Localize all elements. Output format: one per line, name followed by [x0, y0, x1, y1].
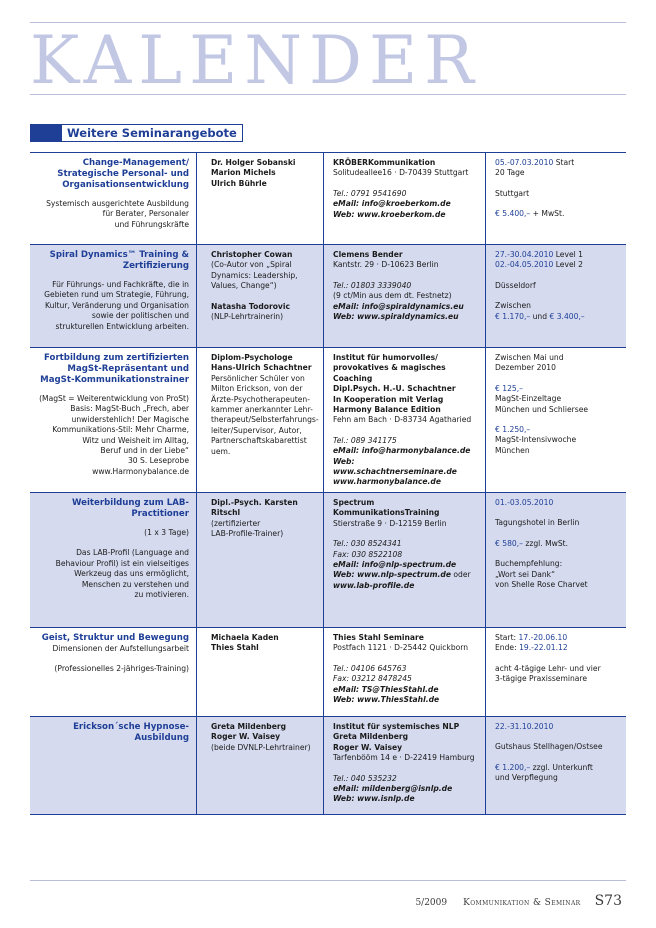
seminar-date: 19.-22.01.12 [519, 643, 568, 653]
website-join: oder [450, 570, 471, 580]
date-label: Level 1 [553, 250, 584, 259]
seminar-location: Düsseldorf [495, 280, 536, 290]
seminar-desc: Beruf und in der Liebe“ [100, 446, 189, 456]
seminar-desc: Gebieten rund um Strategie, Führung, [44, 290, 189, 300]
trainer-note: Partnerschaftskabarettist [211, 436, 307, 446]
trainer-note: Ärzte-Psychotherapeuten- [211, 394, 310, 404]
price-note: zzgl. MwSt. [522, 538, 569, 548]
organizer-email[interactable]: eMail: info@kroeberkom.de [333, 199, 451, 209]
trainer-cell [197, 348, 324, 492]
trainer-note: Values, Change“) [211, 281, 277, 291]
organizer-phone: Tel.: 089 341175 [333, 435, 397, 445]
seminar-title-cell [30, 348, 197, 492]
seminar-desc: Menschen zu verstehen und [81, 579, 189, 589]
seminar-desc: 30 S. Leseprobe [127, 456, 189, 466]
organizer-name: KRÖBERKommunikation [333, 158, 436, 167]
seminar-title: Change-Management/ Strategische Personal- und Organisationsentwicklung [57, 158, 189, 190]
seminar-date: 22.-31.10.2010 [495, 722, 554, 731]
price-note: MagSt-Einzeltage [495, 394, 562, 404]
organizer-phone: Tel.: 01803 3339040 [333, 280, 412, 290]
organizer-address: Solitudeallee16 · D-70439 Stuttgart [333, 168, 469, 178]
seminar-desc: für Berater, Personaler [102, 209, 189, 219]
organizer-website[interactable]: Web: www.kroeberkom.de [333, 209, 446, 219]
organizer-website[interactable]: www.lab-profile.de [333, 580, 415, 590]
organizer-website[interactable]: Web: www.ThiesStahl.de [333, 695, 440, 705]
seminar-price: € 1.200,– [495, 762, 531, 772]
seminar-desc: Witz und Weisheit im Alltag, [82, 435, 189, 445]
organizer-address: Kantstr. 29 · D-10623 Berlin [333, 260, 439, 270]
organizer-name: Thies Stahl Seminare [333, 633, 424, 642]
organizer-email[interactable]: eMail: info@nlp-spectrum.de [333, 560, 457, 570]
seminar-date: Zwischen Mai und [495, 353, 564, 362]
footer-rule [30, 880, 626, 881]
seminar-title: Geist, Struktur und Bewegung [41, 633, 189, 643]
issue-number: 5/2009 [415, 898, 448, 908]
seminar-title-cell [30, 245, 197, 347]
organizer-name: Dipl.Psych. H.-U. Schachtner [333, 384, 456, 394]
section-title: Weitere Seminarangebote [62, 124, 243, 142]
organizer-website[interactable]: www.harmonybalance.de [333, 477, 442, 487]
organizer-cell [324, 153, 486, 244]
seminar-title: Weiterbildung zum LAB-Practitioner [71, 498, 189, 519]
masthead-rule [30, 94, 626, 95]
trainer-cell [197, 245, 324, 347]
trainer-name: Thies Stahl [211, 643, 259, 653]
organizer-address: Postfach 1121 · D-25442 Quickborn [333, 643, 469, 653]
seminar-date: 02.-04.05.2010 [495, 260, 554, 270]
seminar-title-cell [30, 153, 197, 244]
seminar-desc: www.Harmonybalance.de [92, 466, 189, 476]
seminar-price: € 1.250,– [495, 425, 531, 435]
seminar-price: € 1.170,– [495, 311, 531, 321]
seminar-title: Erickson´sche Hypnose-Ausbildung [73, 722, 189, 743]
date-price-cell [486, 493, 626, 627]
seminar-location: Tagungshotel in Berlin [495, 518, 580, 528]
organizer-name: Greta Mildenberg [333, 732, 409, 742]
organizer-cell [324, 245, 486, 347]
trainer-cell [197, 628, 324, 716]
seminar-location: Stuttgart [495, 188, 530, 198]
seminar-desc: zu motivieren. [134, 590, 189, 600]
seminar-note: 3-tägige Praxisseminare [495, 674, 588, 684]
organizer-email[interactable]: eMail: mildenberg@isnlp.de [333, 784, 453, 794]
organizer-website[interactable]: Web: www.spiraldynamics.eu [333, 312, 459, 322]
trainer-note: Dynamics: Leadership, [211, 270, 298, 280]
table-row [30, 245, 626, 348]
seminar-subtitle: Dimensionen der Aufstellungsarbeit [52, 644, 189, 653]
trainer-name: Hans-Ulrich Schachtner [211, 363, 312, 373]
table-row [30, 153, 626, 245]
organizer-cell [324, 493, 486, 627]
trainer-note: (zertifizierter [211, 518, 261, 528]
trainer-name: Ulrich Bührle [211, 178, 267, 188]
trainer-note: (NLP-Lehrtrainerin) [211, 312, 284, 322]
table-row [30, 628, 626, 717]
trainer-note: (beide DVNLP-Lehrtrainer) [211, 742, 311, 752]
seminar-desc: (1 x 3 Tage) [144, 528, 189, 537]
seminar-desc: Für Führungs- und Fachkräfte, die in [52, 280, 189, 289]
seminar-desc: sowie der politischen und [91, 311, 189, 321]
seminar-desc: (Professionelles 2-jähriges-Training) [54, 664, 189, 674]
seminar-price: € 580,– [495, 538, 523, 548]
organizer-address: Tarfenbööm 14 e · D-22419 Hamburg [333, 753, 475, 763]
section-marker [30, 124, 62, 142]
price-label: Zwischen [495, 301, 531, 311]
seminar-desc: Basis: MagSt-Buch „Frech, aber [70, 404, 189, 414]
seminar-desc: unwiderstehlich! Der Magische [71, 414, 189, 424]
date-price-cell [486, 348, 626, 492]
phone-note: (9 ct/Min aus dem dt. Festnetz) [333, 291, 452, 301]
seminar-date: 01.-03.05.2010 [495, 498, 554, 507]
organizer-name: Clemens Bender [333, 250, 403, 259]
seminar-note: acht 4-tägige Lehr- und vier [495, 663, 601, 673]
trainer-name: Marion Michels [211, 168, 276, 178]
seminar-title: Spiral Dynamics™ Training & Zertifizierung [49, 250, 189, 271]
book-tip: von Shelle Rose Charvet [495, 580, 588, 590]
seminar-table [30, 152, 626, 815]
trainer-name: Greta Mildenberg [211, 722, 287, 731]
seminar-duration: 20 Tage [495, 168, 525, 178]
organizer-website[interactable]: Web: www.nlp-spectrum.de [333, 570, 451, 580]
organizer-name: Spectrum KommunikationsTraining [333, 498, 440, 518]
price-join: und [530, 311, 550, 321]
table-row [30, 493, 626, 628]
date-label: Start [553, 158, 575, 167]
organizer-fax: Fax: 030 8522108 [333, 549, 403, 559]
book-tip: Buchempfehlung: [495, 559, 563, 569]
seminar-desc: strukturellen Entwicklung arbeiten. [55, 321, 189, 331]
seminar-title-cell [30, 628, 197, 716]
trainer-cell [197, 153, 324, 244]
seminar-desc: Kultur, Veränderung und Organisation [45, 300, 189, 310]
organizer-cell [324, 717, 486, 814]
trainer-note: Persönlicher Schüler von [211, 373, 305, 383]
date-price-cell [486, 628, 626, 716]
organizer-cell [324, 628, 486, 716]
start-label: Start: [495, 633, 519, 642]
organizer-phone: Tel.: 030 8524341 [333, 539, 402, 549]
seminar-date: 17.-20.06.10 [518, 633, 568, 642]
seminar-title-cell [30, 493, 197, 627]
organizer-email[interactable]: eMail: info@spiraldynamics.eu [333, 301, 464, 311]
organizer-name: Roger W. Vaisey [333, 742, 403, 752]
seminar-date: 27.-30.04.2010 [495, 250, 554, 259]
trainer-name: Christopher Cowan [211, 250, 293, 259]
trainer-name: Roger W. Vaisey [211, 732, 281, 742]
price-note: zzgl. Unterkunft [530, 762, 593, 772]
trainer-cell [197, 717, 324, 814]
price-note: München und Schliersee [495, 404, 589, 414]
page-footer [415, 893, 622, 909]
seminar-location: Gutshaus Stellhagen/Ostsee [495, 742, 603, 752]
seminar-desc: (MagSt = Weiterentwicklung von ProSt) [39, 394, 189, 403]
organizer-address: Fehn am Bach · D-83734 Agatharied [333, 415, 472, 425]
page-number: S73 [594, 893, 622, 909]
trainer-note: (Co-Autor von „Spiral [211, 260, 292, 270]
organizer-cell [324, 348, 486, 492]
masthead-title: KALENDER [30, 22, 481, 99]
organizer-email[interactable]: eMail: info@harmonybalance.de [333, 446, 471, 456]
organizer-website[interactable]: Web: www.schachtnerseminare.de [333, 456, 457, 477]
organizer-name: Institut für systemisches NLP [333, 722, 460, 731]
organizer-website[interactable]: Web: www.isnlp.de [333, 794, 415, 804]
seminar-title-cell [30, 717, 197, 814]
organizer-phone: Tel.: 0791 9541690 [333, 188, 407, 198]
trainer-name: Michaela Kaden [211, 633, 279, 642]
trainer-note: Milton Erickson, von der [211, 384, 303, 394]
organizer-phone: Tel.: 040 535232 [333, 773, 397, 783]
trainer-name: Dr. Holger Sobanski [211, 158, 296, 167]
organizer-address: Stierstraße 9 · D-12159 Berlin [333, 518, 447, 528]
seminar-desc: Das LAB-Profil (Language and [76, 548, 189, 558]
date-price-cell [486, 153, 626, 244]
trainer-note: kammer anerkannter Lehr- [211, 405, 313, 415]
seminar-title: Fortbildung zum zertifizierten MagSt-Repräsentant und MagSt-Kommunikationstrainer [40, 353, 189, 385]
organizer-email[interactable]: eMail: TS@ThiesStahl.de [333, 684, 439, 694]
price-note: MagSt-Intensivwoche [495, 435, 577, 445]
end-label: Ende: [495, 643, 520, 653]
seminar-price: € 5.400,– [495, 209, 531, 219]
organizer-phone: Tel.: 04106 645763 [333, 663, 407, 673]
seminar-price: € 125,– [495, 383, 523, 393]
trainer-name: Diplom-Psychologe [211, 353, 293, 362]
seminar-date: Dezember 2010 [495, 363, 556, 373]
date-label: Level 2 [553, 260, 584, 270]
magazine-name: Kommunikation & Seminar [463, 898, 581, 908]
seminar-price: € 3.400,– [549, 311, 585, 321]
price-note: + MwSt. [530, 209, 565, 219]
organizer-name: provokatives & magisches Coaching [333, 363, 446, 383]
book-tip: „Wort sei Dank“ [495, 569, 556, 579]
organizer-name: Harmony Balance Edition [333, 405, 441, 415]
organizer-name: In Kooperation mit Verlag [333, 394, 444, 404]
seminar-desc: Systemisch ausgerichtete Ausbildung [46, 199, 189, 208]
trainer-cell [197, 493, 324, 627]
organizer-fax: Fax: 03212 8478245 [333, 674, 412, 684]
organizer-name: Institut für humorvolles/ [333, 353, 438, 362]
date-price-cell [486, 245, 626, 347]
trainer-note: LAB-Profile-Trainer) [211, 529, 284, 539]
table-row [30, 348, 626, 493]
trainer-note: leiter/Supervisor, Autor, [211, 425, 302, 435]
seminar-date: 05.-07.03.2010 [495, 158, 554, 167]
date-price-cell [486, 717, 626, 814]
seminar-desc: und Führungskräfte [114, 219, 189, 229]
seminar-desc: Kommunikations-Stil: Mehr Charme, [52, 425, 189, 435]
seminar-desc: Behaviour Profil) ist ein vielseitiges [55, 558, 189, 568]
trainer-name: Dipl.-Psych. Karsten Ritschl [211, 498, 298, 518]
price-note: München [495, 445, 530, 455]
seminar-desc: Werkzeug das uns ermöglicht, [74, 569, 189, 579]
price-note: und Verpflegung [495, 773, 558, 783]
section-heading [30, 124, 243, 142]
trainer-note: therapeut/Selbsterfahrungs- [211, 415, 319, 425]
table-row [30, 717, 626, 815]
trainer-name: Natasha Todorovic [211, 301, 290, 311]
trainer-note: uem. [211, 446, 231, 456]
